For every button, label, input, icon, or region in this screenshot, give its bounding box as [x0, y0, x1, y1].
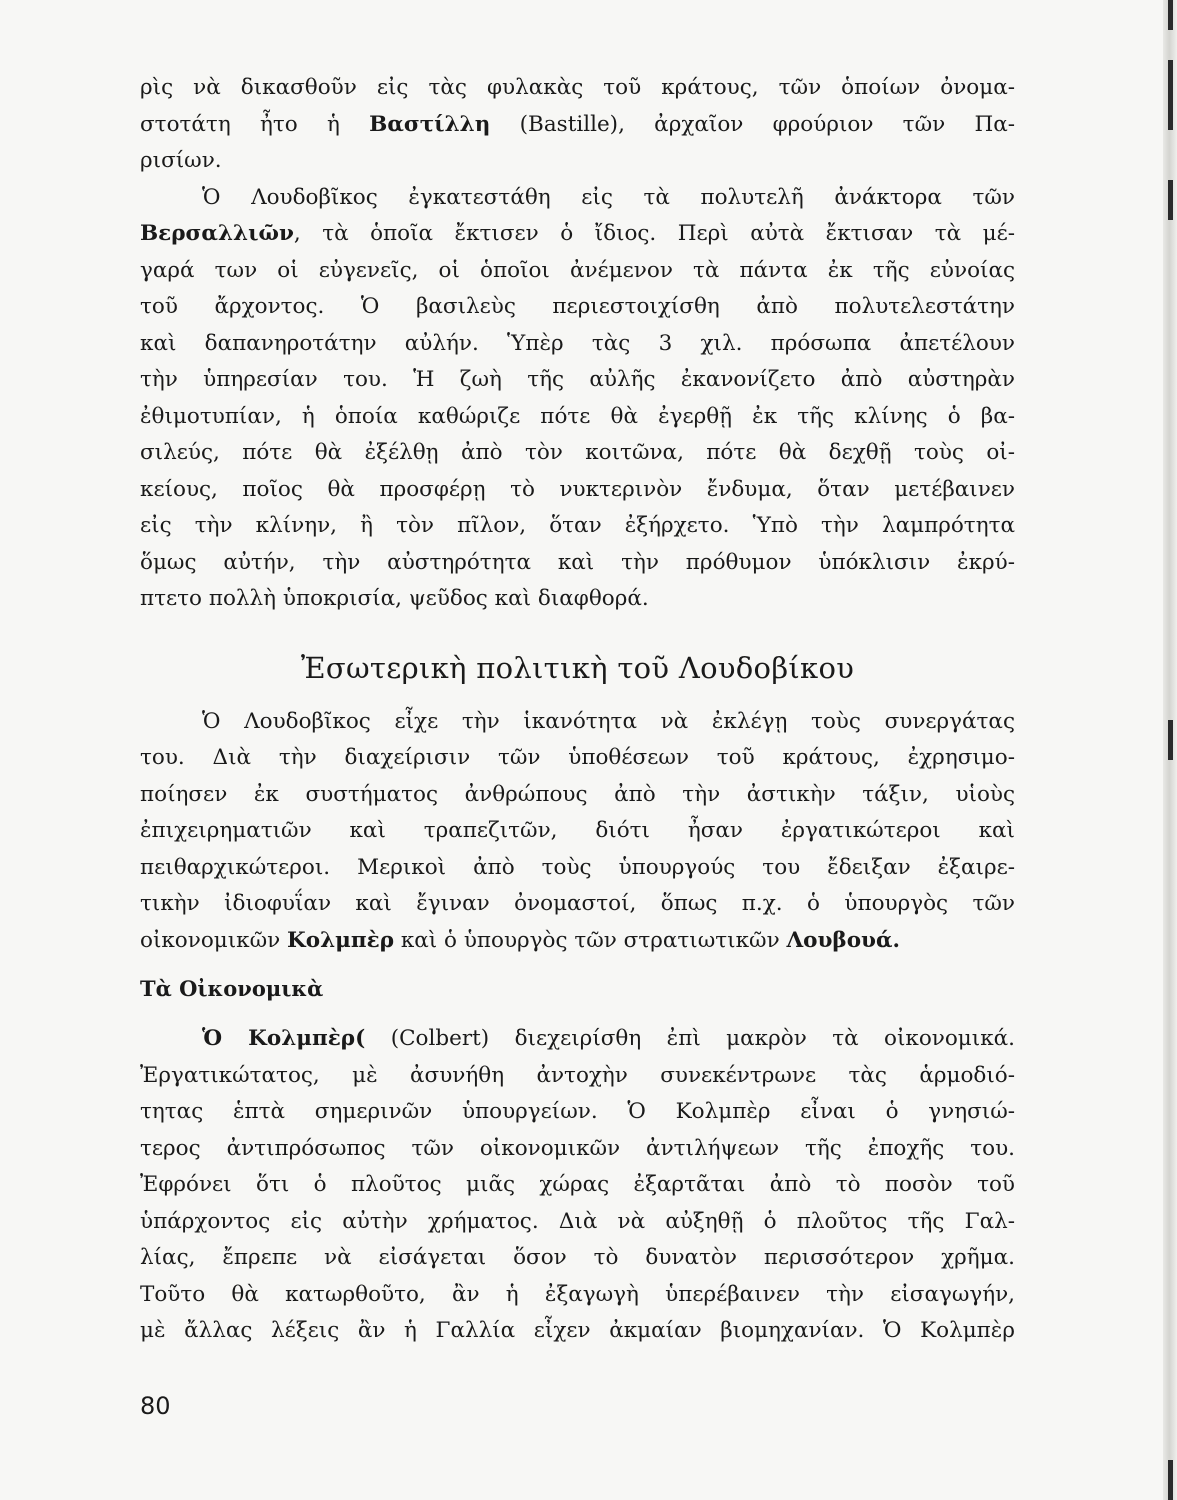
text-line: ποίησεν ἐκ συστήματος ἀνθρώπους ἀπὸ τὴν ἀστικὴν τάξιν, υἱοὺς: [140, 781, 1015, 807]
edge-mark: [1168, 180, 1173, 220]
text-line: τερος ἀντιπρόσωπος τῶν οἰκονομικῶν ἀντιλήψεων τῆς ἐποχῆς του.: [140, 1135, 1015, 1161]
text-line: ὑπάρχοντος εἰς αὐτὴν χρήματος. Διὰ νὰ αὐξηθῇ ὁ πλοῦτος τῆς Γαλ-: [140, 1208, 1015, 1234]
edge-mark: [1168, 0, 1173, 30]
bold-term: Βαστίλλη: [369, 111, 491, 137]
text-line: ρισίων.: [140, 148, 222, 173]
text-line: εἰς τὴν κλίνην, ἢ τὸν πῖλον, ὅταν ἐξήρχετο. Ὑπὸ τὴν λαμπρότητα: [140, 513, 1015, 538]
text-line: Ἐφρόνει ὅτι ὁ πλοῦτος μιᾶς χώρας ἐξαρτᾶται ἀπὸ τὸ ποσὸν τοῦ: [140, 1172, 1015, 1197]
text-line: οἰκονομικῶν Κολμπὲρ καὶ ὁ ὑπουργὸς τῶν στρατιωτικῶν Λουβουά.: [140, 927, 900, 953]
text-line: καὶ δαπανηροτάτην αὐλήν. Ὑπὲρ τὰς 3 χιλ. πρόσωπα ἀπετέλουν: [140, 330, 1015, 356]
text-line: Βερσαλλιῶν, τὰ ὁποῖα ἔκτισεν ὁ ἴδιος. Περὶ αὐτὰ ἔκτισαν τὰ μέ-: [140, 221, 1015, 246]
text-line: κείους, ποῖος θὰ προσφέρῃ τὸ νυκτερινὸν ἔνδυμα, ὅταν μετέβαινεν: [140, 476, 1015, 502]
spacer: [140, 618, 1015, 646]
text-line: τοῦ ἄρχοντος. Ὁ βασιλεὺς περιεστοιχίσθη ἀπὸ πολυτελεστάτην: [140, 294, 1015, 319]
text-line: Τοῦτο θὰ κατωρθοῦτο, ἂν ἡ ἐξαγωγὴ ὑπερέβαινεν τὴν εἰσαγωγήν,: [140, 1281, 1015, 1307]
spacer: [140, 690, 1015, 704]
edge-mark: [1168, 60, 1173, 130]
text-line: ἐπιχειρηματιῶν καὶ τραπεζιτῶν, διότι ἦσαν ἐργατικώτεροι καὶ: [140, 818, 1015, 843]
text-line: Ἐργατικώτατος, μὲ ἀσυνήθη ἀντοχὴν συνεκέντρωνε τὰς ἁρμοδιό-: [140, 1062, 1015, 1088]
subsection-heading: Τὰ Οἰκονομικὰ: [140, 976, 324, 1001]
edge-mark: [1168, 1460, 1173, 1500]
text-line: του. Διὰ τὴν διαχείρισιν τῶν ὑποθέσεων τοῦ κράτους, ἐχρησιμο-: [140, 745, 1015, 770]
edge-mark: [1168, 720, 1173, 760]
section-heading: Ἐσωτερικὴ πολιτικὴ τοῦ Λουδοβίκου: [300, 650, 855, 685]
text-line: ρὶς νὰ δικασθοῦν εἰς τὰς φυλακὰς τοῦ κράτους, τῶν ὁποίων ὀνομα-: [140, 75, 1015, 100]
bold-term: Βερσαλλιῶν: [140, 221, 294, 246]
spacer: [140, 1007, 1015, 1021]
text-line: γαρά των οἱ εὐγενεῖς, οἱ ὁποῖοι ἀνέμενον τὰ πάντα ἐκ τῆς εὐνοίας: [140, 257, 1015, 283]
text-line: στοτάτη ἦτο ἡ Βαστίλλη (Bastille), ἀρχαῖον φρούριον τῶν Πα-: [140, 111, 1015, 137]
text-line: τητας ἑπτὰ σημερινῶν ὑπουργείων. Ὁ Κολμπὲρ εἶναι ὁ γνησιώ-: [140, 1099, 1015, 1124]
text-line: Ὁ Λουδοβῖκος ἐγκατεστάθη εἰς τὰ πολυτελῆ ἀνάκτορα τῶν: [202, 184, 1015, 210]
page-number: 80: [140, 1392, 171, 1420]
page-text: [140, 70, 1015, 1350]
text-line: τὴν ὑπηρεσίαν του. Ἡ ζωὴ τῆς αὐλῆς ἐκανονίζετο ἀπὸ αὐστηρὰν: [140, 367, 1015, 392]
text-line: ὅμως αὐτήν, τὴν αὐστηρότητα καὶ τὴν πρόθυμον ὑπόκλισιν ἐκρύ-: [140, 549, 1015, 575]
text-line: μὲ ἄλλας λέξεις ἂν ἡ Γαλλία εἶχεν ἀκμαίαν βιομηχανίαν. Ὁ Κολμπὲρ: [140, 1318, 1015, 1343]
text-line: πτετο πολλὴ ὑποκρισία, ψεῦδος καὶ διαφθορά.: [140, 586, 649, 611]
text-line: πειθαρχικώτεροι. Μερικοὶ ἀπὸ τοὺς ὑπουργούς του ἔδειξαν ἐξαιρε-: [140, 854, 1015, 880]
text-line: Ὁ Λουδοβῖκος εἶχε τὴν ἱκανότητα νὰ ἐκλέγῃ τοὺς συνεργάτας: [202, 708, 1015, 734]
text-line: σιλεύς, πότε θὰ ἐξέλθῃ ἀπὸ τὸν κοιτῶνα, πότε θὰ δεχθῇ τοὺς οἰ-: [140, 440, 1015, 465]
text-line: Ὁ Κολμπὲρ( (Colbert) διεχειρίσθη ἐπὶ μακρὸν τὰ οἰκονομικά.: [202, 1026, 1015, 1051]
text-line: τικὴν ἰδιοφυΐαν καὶ ἔγιναν ὀνομαστοί, ὅπως π.χ. ὁ ὑπουργὸς τῶν: [140, 891, 1015, 916]
spacer: [140, 959, 1015, 971]
bold-term: Λουβουά.: [786, 927, 900, 953]
page-edge: [1163, 0, 1177, 1500]
bold-term: Ὁ Κολμπὲρ(: [202, 1026, 366, 1051]
bold-term: Κολμπὲρ: [287, 927, 394, 953]
text-line: λίας, ἔπρεπε νὰ εἰσάγεται ὅσον τὸ δυνατὸν περισσότερον χρῆμα.: [140, 1245, 1015, 1270]
text-line: ἐθιμοτυπίαν, ἡ ὁποία καθώριζε πότε θὰ ἐγερθῇ ἐκ τῆς κλίνης ὁ βα-: [140, 403, 1015, 429]
